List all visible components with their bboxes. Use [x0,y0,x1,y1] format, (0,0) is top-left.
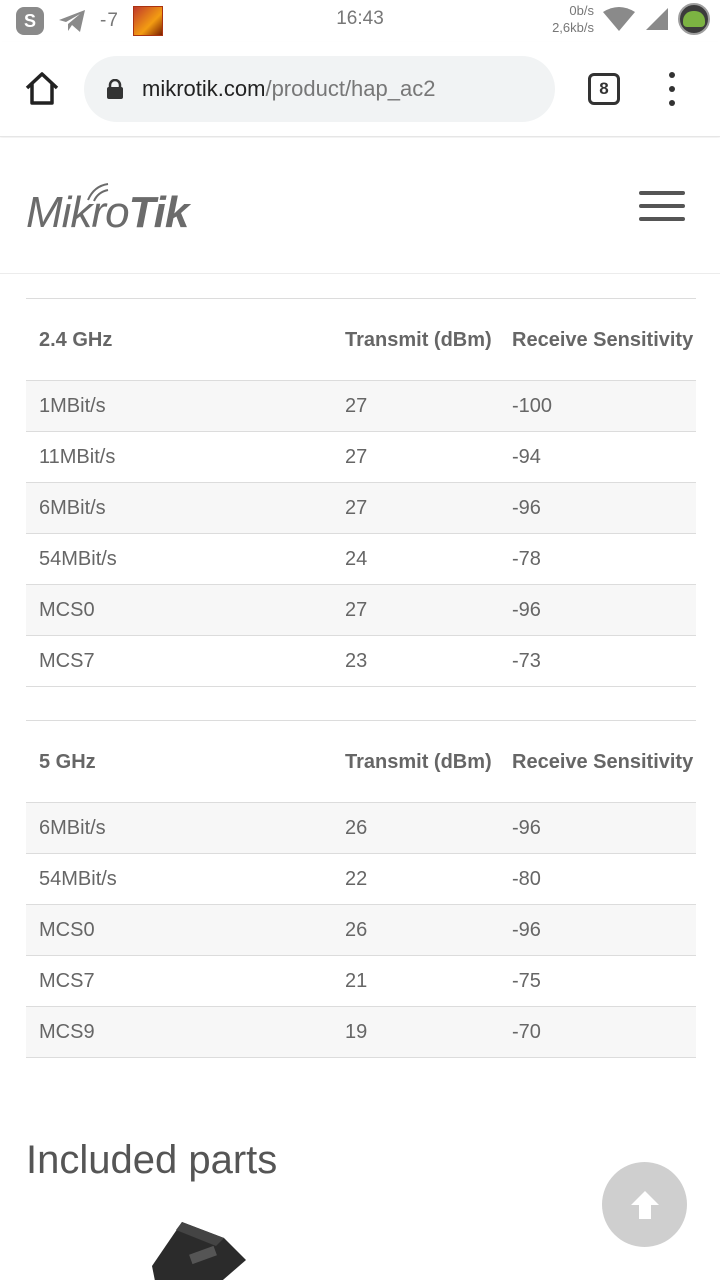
status-time: 16:43 [336,8,384,29]
download-speed: 2,6kb/s [552,20,594,35]
mikrotik-logo[interactable]: Mikro Tik [26,178,188,238]
table-row [26,1007,696,1058]
transmit-cell: 27 [332,483,499,534]
transmit-cell: 21 [332,956,499,1007]
table-row [26,854,696,905]
table-row [26,636,696,687]
rate-cell: MCS9 [26,1007,332,1058]
transmit-cell: 27 [332,585,499,636]
url-bar[interactable] [84,56,555,122]
receive-cell: -73 [499,636,696,687]
table-row [26,803,696,854]
transmit-header: Transmit (dBm) [332,721,499,803]
transmit-cell: 26 [332,905,499,956]
table-row [26,483,696,534]
table-row [26,956,696,1007]
power-adapter-image [146,1216,246,1280]
receive-cell: -94 [499,432,696,483]
scroll-to-top-button[interactable] [602,1162,687,1247]
receive-cell: -96 [499,585,696,636]
receive-cell: -75 [499,956,696,1007]
band-label: 5 GHz [26,721,332,803]
status-bar [0,0,720,42]
table-row [26,585,696,636]
receive-header: Receive Sensitivity [499,721,696,803]
table-row [26,432,696,483]
home-icon[interactable] [22,69,62,109]
rate-cell: MCS0 [26,905,332,956]
network-speed [552,2,594,36]
table-row [26,534,696,585]
rate-cell: 54MBit/s [26,534,332,585]
rate-cell: 11MBit/s [26,432,332,483]
table-row [26,381,696,432]
transmit-cell: 23 [332,636,499,687]
receive-cell: -96 [499,905,696,956]
transmit-cell: 24 [332,534,499,585]
band-label: 2.4 GHz [26,299,332,381]
skype-icon: S [16,7,44,35]
transmit-cell: 27 [332,432,499,483]
wireless-spec-table-5ghz [26,720,696,1058]
tab-switcher-button[interactable]: 8 [588,73,620,105]
rate-cell: 1MBit/s [26,381,332,432]
rate-cell: MCS7 [26,636,332,687]
rate-cell: 6MBit/s [26,483,332,534]
receive-cell: -70 [499,1007,696,1058]
url-path: /product/hap_ac2 [265,76,436,101]
table-row [26,905,696,956]
rate-cell: MCS0 [26,585,332,636]
transmit-cell: 19 [332,1007,499,1058]
notification-count: -7 [100,10,119,31]
receive-cell: -100 [499,381,696,432]
browser-toolbar [0,42,720,137]
transmit-cell: 22 [332,854,499,905]
wireless-spec-table-2ghz [26,298,696,687]
rate-cell: 54MBit/s [26,854,332,905]
receive-cell: -80 [499,854,696,905]
cell-signal-icon [644,6,670,32]
hamburger-menu-icon[interactable] [639,191,685,221]
lock-icon [106,79,124,99]
included-parts-heading: Included parts [26,1138,278,1182]
rate-cell: MCS7 [26,956,332,1007]
overflow-menu-icon[interactable] [662,72,682,106]
android-avatar-icon [678,3,710,35]
receive-cell: -96 [499,483,696,534]
transmit-cell: 27 [332,381,499,432]
transmit-cell: 26 [332,803,499,854]
wifi-icon [602,6,636,32]
logo-signal-arcs-icon [84,180,124,202]
receive-cell: -96 [499,803,696,854]
site-header [0,138,720,274]
rate-cell: 6MBit/s [26,803,332,854]
table-header-row [26,299,696,381]
arrow-up-icon [628,1188,662,1222]
transmit-header: Transmit (dBm) [332,299,499,381]
url-host: mikrotik.com [142,76,266,101]
receive-cell: -78 [499,534,696,585]
table-header-row [26,721,696,803]
upload-speed: 0b/s [569,3,594,18]
receive-header: Receive Sensitivity [499,299,696,381]
